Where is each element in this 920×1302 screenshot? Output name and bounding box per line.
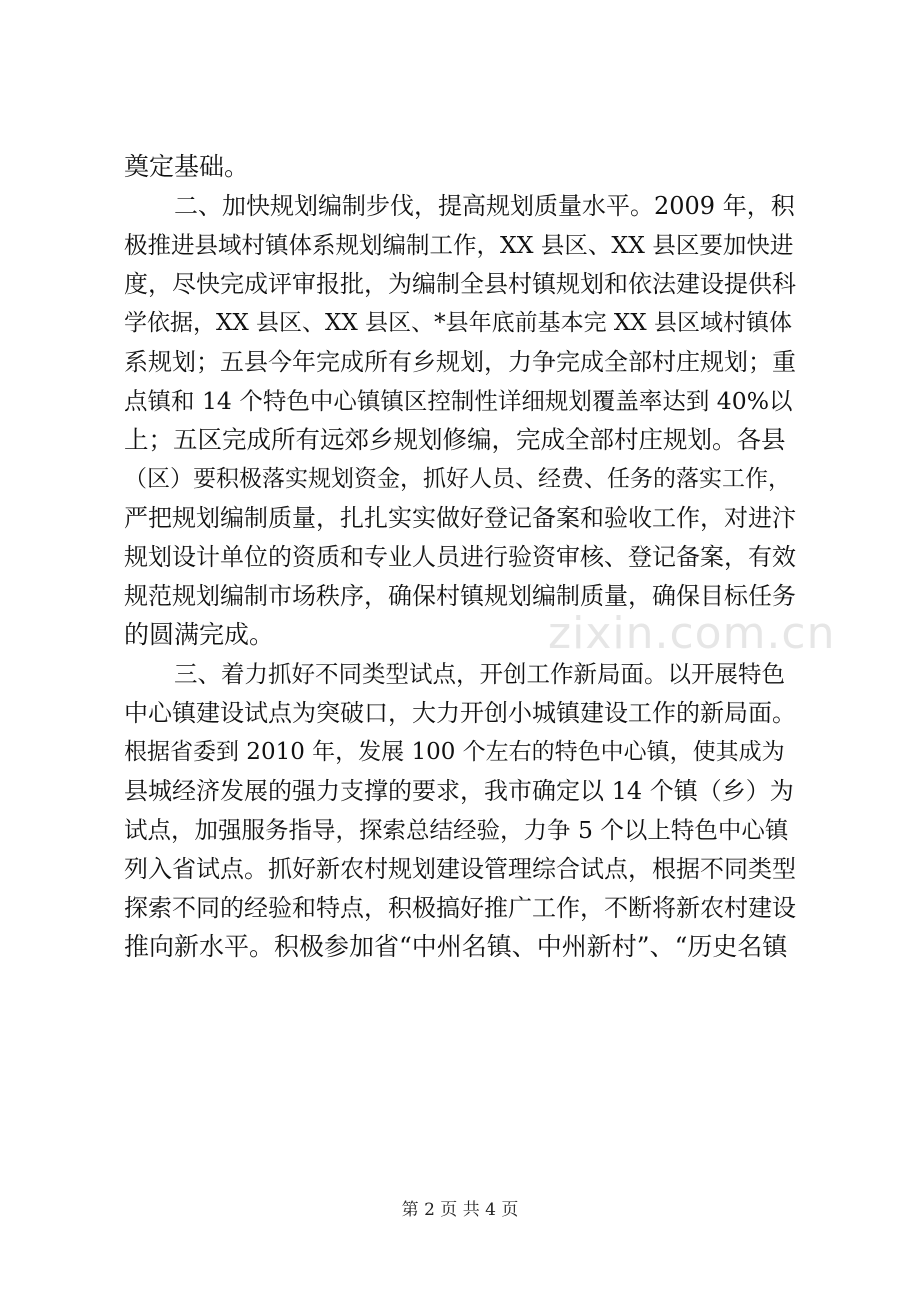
text-line (0, 813, 920, 847)
text-line-content: 二、加快规划编制步伐，提高规划质量水平。2009 年，积 (174, 192, 795, 220)
text-line-content: 学依据，XX 县区、XX 县区、*县年底前基本完 XX 县区域村镇体 (124, 310, 792, 336)
text-line-content: 极推进县域村镇体系规划编制工作，XX 县区、XX 县区要加快进 (124, 231, 794, 259)
text-line (0, 930, 920, 964)
text-line-content: 点镇和 14 个特色中心镇镇区控制性详细规划覆盖率达到 40%以 (124, 387, 793, 415)
text-line (0, 462, 920, 496)
text-line-content: 的圆满完成。 (124, 620, 275, 649)
text-line-content: 中心镇建设试点为突破口，大力开创小城镇建设工作的新局面。 (124, 699, 796, 727)
text-line (0, 774, 920, 808)
text-line (0, 423, 920, 457)
text-line (0, 501, 920, 535)
text-line (0, 696, 920, 730)
text-line-content: （区）要积极落实规划资金，抓好人员、经费、任务的落实工作， (124, 466, 791, 492)
text-line-content: 系规划；五县今年完成所有乡规划，力争完成全部村庄规划；重 (124, 348, 796, 376)
watermark: zixin.com.cn (548, 608, 836, 659)
text-line-content: 严把规划编制质量，扎扎实实做好登记备案和验收工作，对进汴 (124, 504, 796, 532)
text-line-content: 试点，加强服务指导，探索总结经验，力争 5 个以上特色中心镇 (124, 816, 789, 844)
text-line-content: 探索不同的经验和特点，积极搞好推广工作，不断将新农村建设 (124, 894, 796, 922)
text-line-content: 规范规划编制市场秩序，确保村镇规划编制质量，确保目标任务 (124, 582, 796, 610)
text-line-content: 上；五区完成所有远郊乡规划修编，完成全部村庄规划。各县 (124, 425, 786, 454)
text-line (0, 618, 920, 652)
text-line (0, 189, 920, 223)
text-line-content: 规划设计单位的资质和专业人员进行验资审核、登记备案，有效 (124, 543, 796, 571)
text-line-content: 三、着力抓好不同类型试点，开创工作新局面。以开展特色 (174, 660, 785, 688)
text-line (0, 891, 920, 925)
text-line-content: 度，尽快完成评审报批，为编制全县村镇规划和依法建设提供科 (124, 270, 796, 298)
text-line (0, 306, 920, 340)
text-line-content: 奠定基础。 (124, 152, 250, 181)
text-line-content: 县城经济发展的强力支撑的要求，我市确定以 14 个镇（乡）为 (124, 777, 794, 805)
text-line (0, 540, 920, 574)
text-line (0, 579, 920, 613)
text-line (0, 150, 920, 184)
text-line-content: 列入省试点。抓好新农村规划建设管理综合试点，根据不同类型 (124, 855, 796, 883)
text-line (0, 852, 920, 886)
text-line (0, 657, 920, 691)
text-line (0, 345, 920, 379)
text-line (0, 228, 920, 262)
text-line (0, 267, 920, 301)
text-line (0, 384, 920, 418)
text-line-content: 推向新水平。积极参加省“中州名镇、中州新村”、“历史名镇 (124, 932, 788, 961)
text-line (0, 735, 920, 769)
page-footer: 第 2 页 共 4 页 (401, 1200, 519, 1220)
text-line-content: 根据省委到 2010 年，发展 100 个左右的特色中心镇，使其成为 (124, 739, 785, 765)
